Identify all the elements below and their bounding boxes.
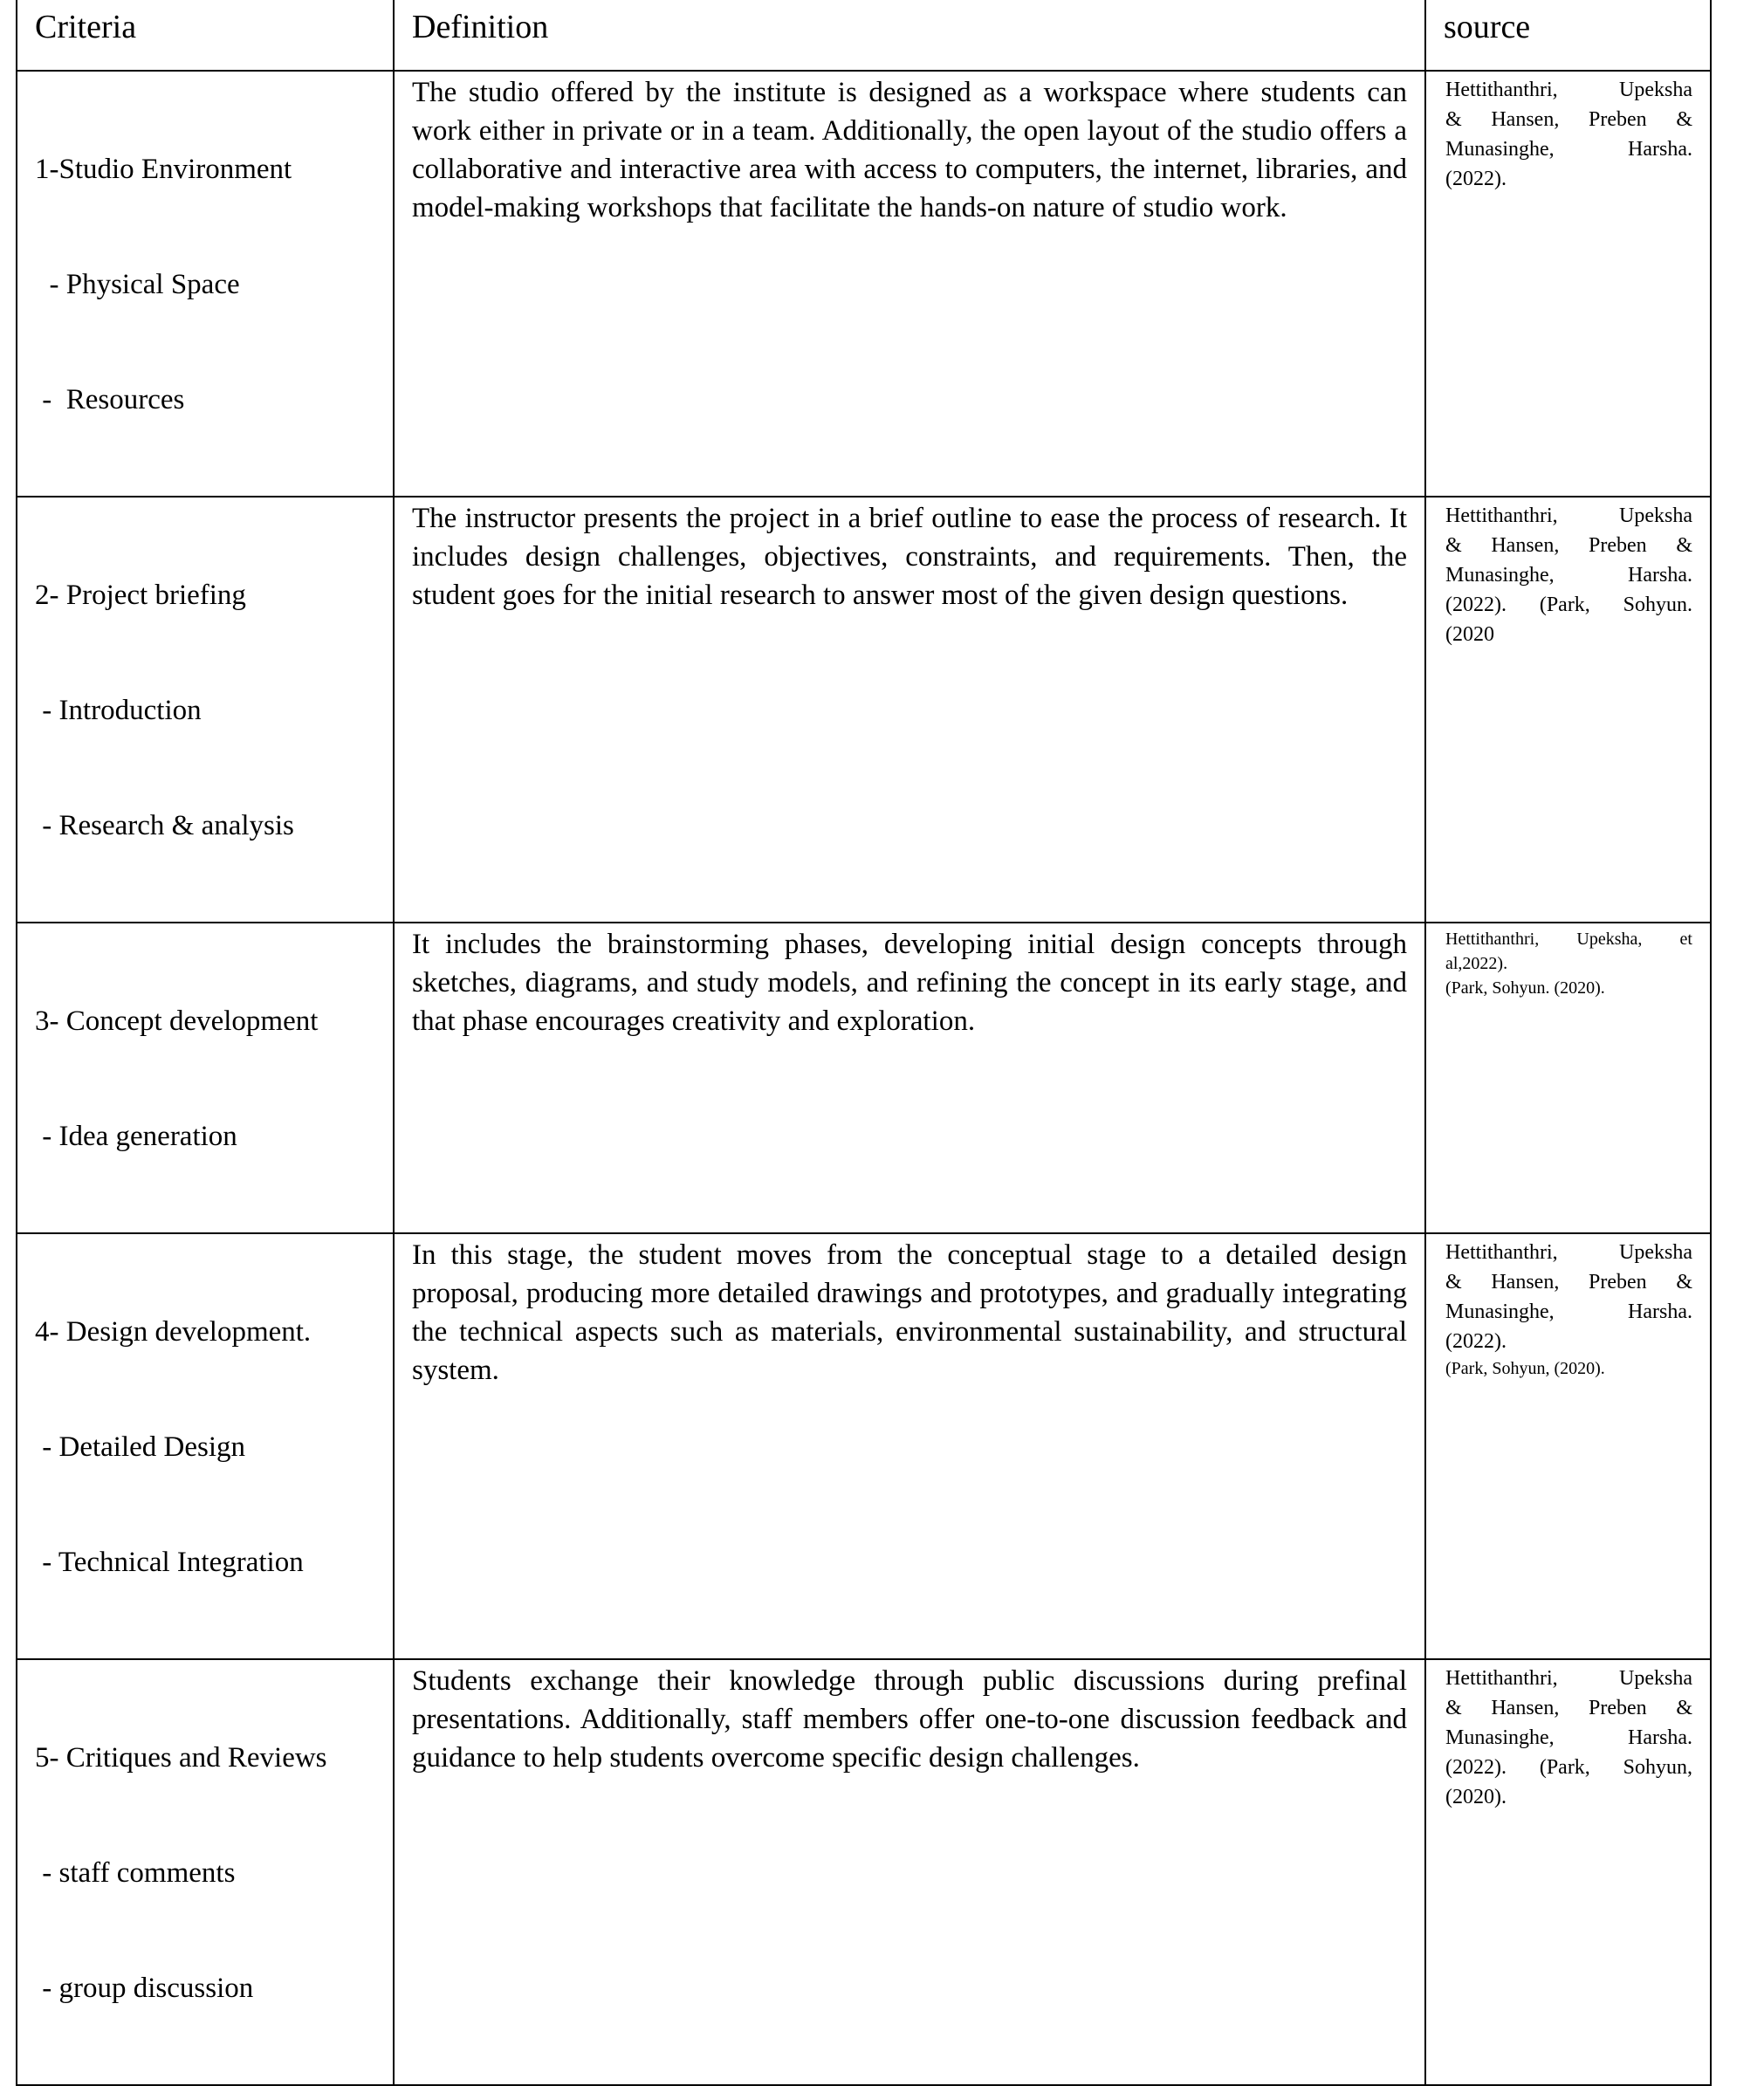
- header-source: source: [1425, 0, 1711, 71]
- header-definition: Definition: [394, 0, 1425, 71]
- criteria-sub: - staff comments: [35, 1857, 236, 1889]
- source-line: al,2022).: [1445, 954, 1508, 973]
- source-line: (2022).: [1445, 1330, 1507, 1353]
- criteria-sub: - Introduction: [35, 695, 202, 726]
- source-line: & Hansen, Preben &: [1445, 534, 1692, 557]
- source-cell: [1425, 1233, 1711, 1659]
- source-line: Hettithanthri, Upeksha, et: [1445, 930, 1692, 949]
- criteria-sub: - Idea generation: [35, 1121, 237, 1152]
- source-line: Munasinghe, Harsha.: [1445, 1726, 1692, 1749]
- definition-cell: In this stage, the student moves from the conceptual stage to a detailed design proposal, producing more detailed drawings and prototypes, and gradually integrating the technical aspects such as materials, environmental sustainability, and structural system.: [394, 1233, 1425, 1659]
- source-line: & Hansen, Preben &: [1445, 1271, 1692, 1293]
- source-line: Hettithanthri, Upeksha: [1445, 504, 1692, 527]
- header-criteria: Criteria: [17, 0, 394, 71]
- criteria-sub: - Detailed Design: [35, 1431, 246, 1463]
- source-line: Hettithanthri, Upeksha: [1445, 1241, 1692, 1264]
- source-line: (2020).: [1445, 1786, 1507, 1808]
- criteria-title: 4- Design development.: [35, 1316, 312, 1348]
- criteria-sub: - Physical Space: [35, 269, 240, 300]
- header-row: [17, 0, 1711, 71]
- criteria-cell: [17, 497, 394, 923]
- criteria-table: [16, 0, 1712, 2086]
- criteria-cell: [17, 1233, 394, 1659]
- source-line: & Hansen, Preben &: [1445, 108, 1692, 131]
- source-line: Hettithanthri, Upeksha: [1445, 1667, 1692, 1690]
- criteria-sub: - Resources: [35, 384, 185, 415]
- definition-cell: The instructor presents the project in a brief outline to ease the process of research. It includes design challenges, objectives, constraints, and requirements. Then, the student goes for the initial research to answer most of the given design questions.: [394, 497, 1425, 923]
- criteria-title: 3- Concept development: [35, 1005, 319, 1037]
- criteria-sub: - group discussion: [35, 1973, 254, 2004]
- source-line: (Park, Sohyun. (2020).: [1445, 978, 1605, 998]
- criteria-cell: [17, 923, 394, 1233]
- source-line: (2022).: [1445, 168, 1507, 190]
- source-line: Munasinghe, Harsha.: [1445, 1300, 1692, 1323]
- source-line: (2022). (Park, Sohyun,: [1445, 1756, 1692, 1779]
- source-line: & Hansen, Preben &: [1445, 1697, 1692, 1719]
- source-cell: [1425, 497, 1711, 923]
- definition-cell: It includes the brainstorming phases, developing initial design concepts through sketches, diagrams, and study models, and refining the concept in its early stage, and that phase encourages creativity and exploration.: [394, 923, 1425, 1233]
- criteria-title: 1-Studio Environment: [35, 154, 292, 185]
- source-cell: [1425, 71, 1711, 497]
- criteria-cell: [17, 1659, 394, 2085]
- source-line: Munasinghe, Harsha.: [1445, 138, 1692, 161]
- criteria-sub: - Research & analysis: [35, 810, 294, 841]
- table-row: [17, 71, 1711, 497]
- table-row: [17, 1233, 1711, 1659]
- source-cell: [1425, 923, 1711, 1233]
- source-line: Munasinghe, Harsha.: [1445, 564, 1692, 587]
- definition-cell: Students exchange their knowledge through public discussions during prefinal presentations. Additionally, staff members offer one-to-one discussion feedback and guidance to help students overcome specific design challenges.: [394, 1659, 1425, 2085]
- criteria-sub: - Technical Integration: [35, 1547, 304, 1578]
- criteria-title: 2- Project briefing: [35, 580, 246, 611]
- table-row: [17, 923, 1711, 1233]
- source-line: Hettithanthri, Upeksha: [1445, 79, 1692, 101]
- table-row: [17, 497, 1711, 923]
- definition-cell: The studio offered by the institute is designed as a workspace where students can work either in private or in a team. Additionally, the open layout of the studio offers a collaborative and interactive area with access to computers, the internet, libraries, and model-making workshops that facilitate the hands-on nature of studio work.: [394, 71, 1425, 497]
- source-line: (Park, Sohyun, (2020).: [1445, 1359, 1605, 1378]
- source-cell: [1425, 1659, 1711, 2085]
- criteria-title: 5- Critiques and Reviews: [35, 1742, 327, 1774]
- table-row: [17, 1659, 1711, 2085]
- source-line: (2022). (Park, Sohyun.: [1445, 594, 1692, 616]
- source-line: (2020: [1445, 623, 1494, 646]
- criteria-cell: [17, 71, 394, 497]
